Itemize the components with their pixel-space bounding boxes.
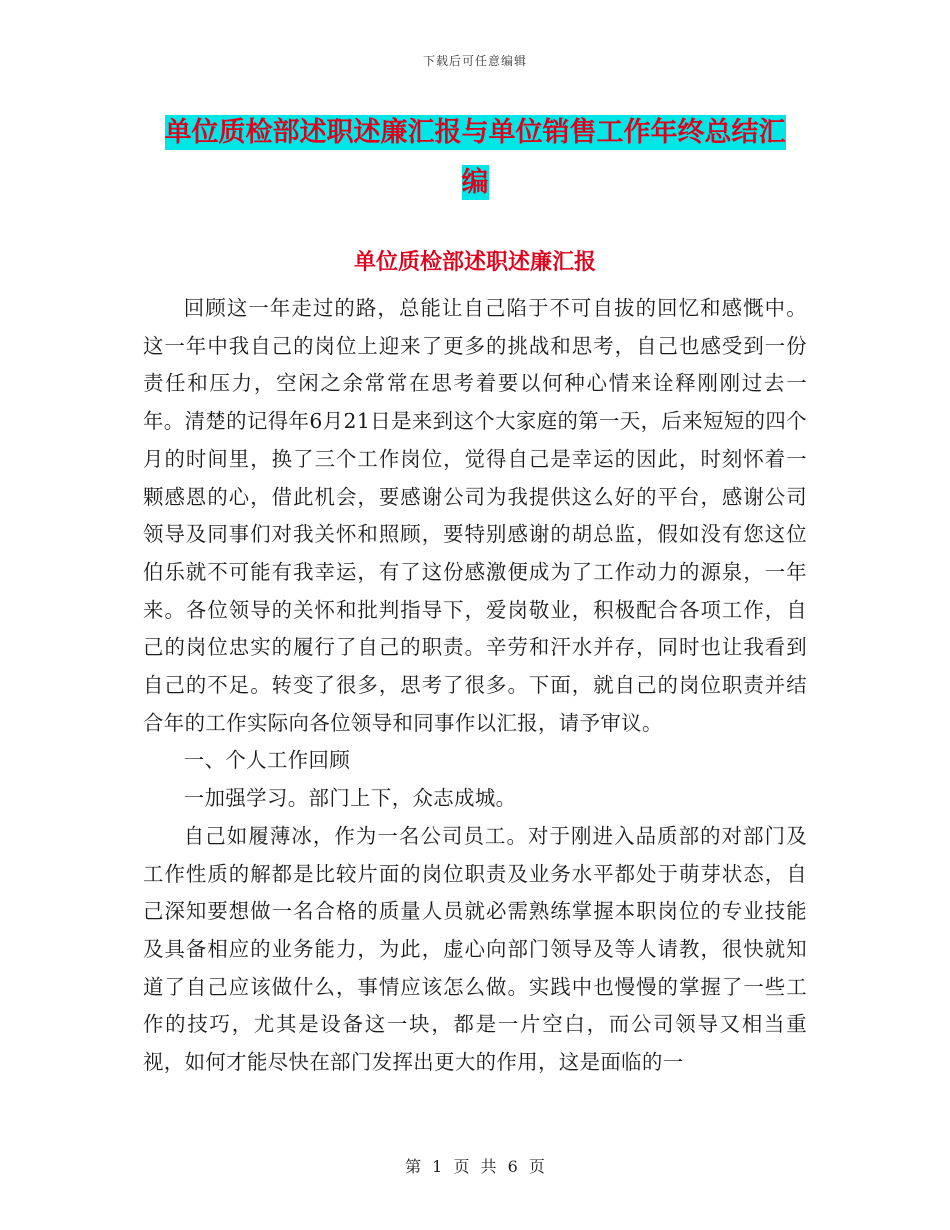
paragraph: 回顾这一年走过的路，总能让自己陷于不可自拔的回忆和感慨中。这一年中我自己的岗位上迎来了更多的挑战和思考，自己也感受到一份责任和压力，空闲之余常常在思考着要以何种心情来诠释刚刚过去一年。清楚的记得年6月21日是来到这个大家庭的第一天，后来短短的四个月的时间里，换了三个工作岗位，觉得自己是幸运的因此，时刻怀着一颗感恩的心，借此机会，要感谢公司为我提供这么好的平台，感谢公司领导及同事们对我关怀和照顾，要特别感谢的胡总监，假如没有您这位伯乐就不可能有我幸运，有了这份感激便成为了工作动力的源泉，一年来。各位领导的关怀和批判指导下，爱岗敬业，积极配合各项工作，自己的岗位忠实的履行了自己的职责。辛劳和汗水并存，同时也让我看到自己的不足。转变了很多，思考了很多。下面，就自己的岗位职责并结合年的工作实际向各位领导和同事作以汇报，请予审议。 — [143, 296, 807, 735]
section-title: 单位质检部述职述廉汇报 — [353, 250, 596, 275]
paragraph: 一、个人工作回顾 — [183, 748, 351, 773]
document-title — [100, 108, 850, 208]
body-text — [143, 290, 807, 1082]
header-note: 下载后可任意编辑 — [422, 54, 527, 68]
document-title-line-2: 编 — [461, 167, 489, 198]
document-title-line-1: 单位质检部述职述廉汇报与单位销售工作年终总结汇 — [164, 117, 786, 148]
paragraph: 一加强学习。部门上下，众志成城。 — [183, 786, 517, 811]
paragraph: 自己如履薄冰，作为一名公司员工。对于刚进入品质部的对部门及工作性质的解都是比较片面的岗位职责及业务水平都处于萌芽状态，自己深知要想做一名合格的质量人员就必需熟练掌握本职岗位的专业技能及具备相应的业务能力，为此，虚心向部门领导及等人请教，很快就知道了自己应该做什么，事情应该怎么做。实践中也慢慢的掌握了一些工作的技巧，尤其是设备这一块，都是一片空白，而公司领导又相当重视，如何才能尽快在部门发挥出更大的作用，这是面临的一 — [143, 823, 807, 1075]
page-footer: 第 1 页 共 6 页 — [405, 1157, 545, 1176]
